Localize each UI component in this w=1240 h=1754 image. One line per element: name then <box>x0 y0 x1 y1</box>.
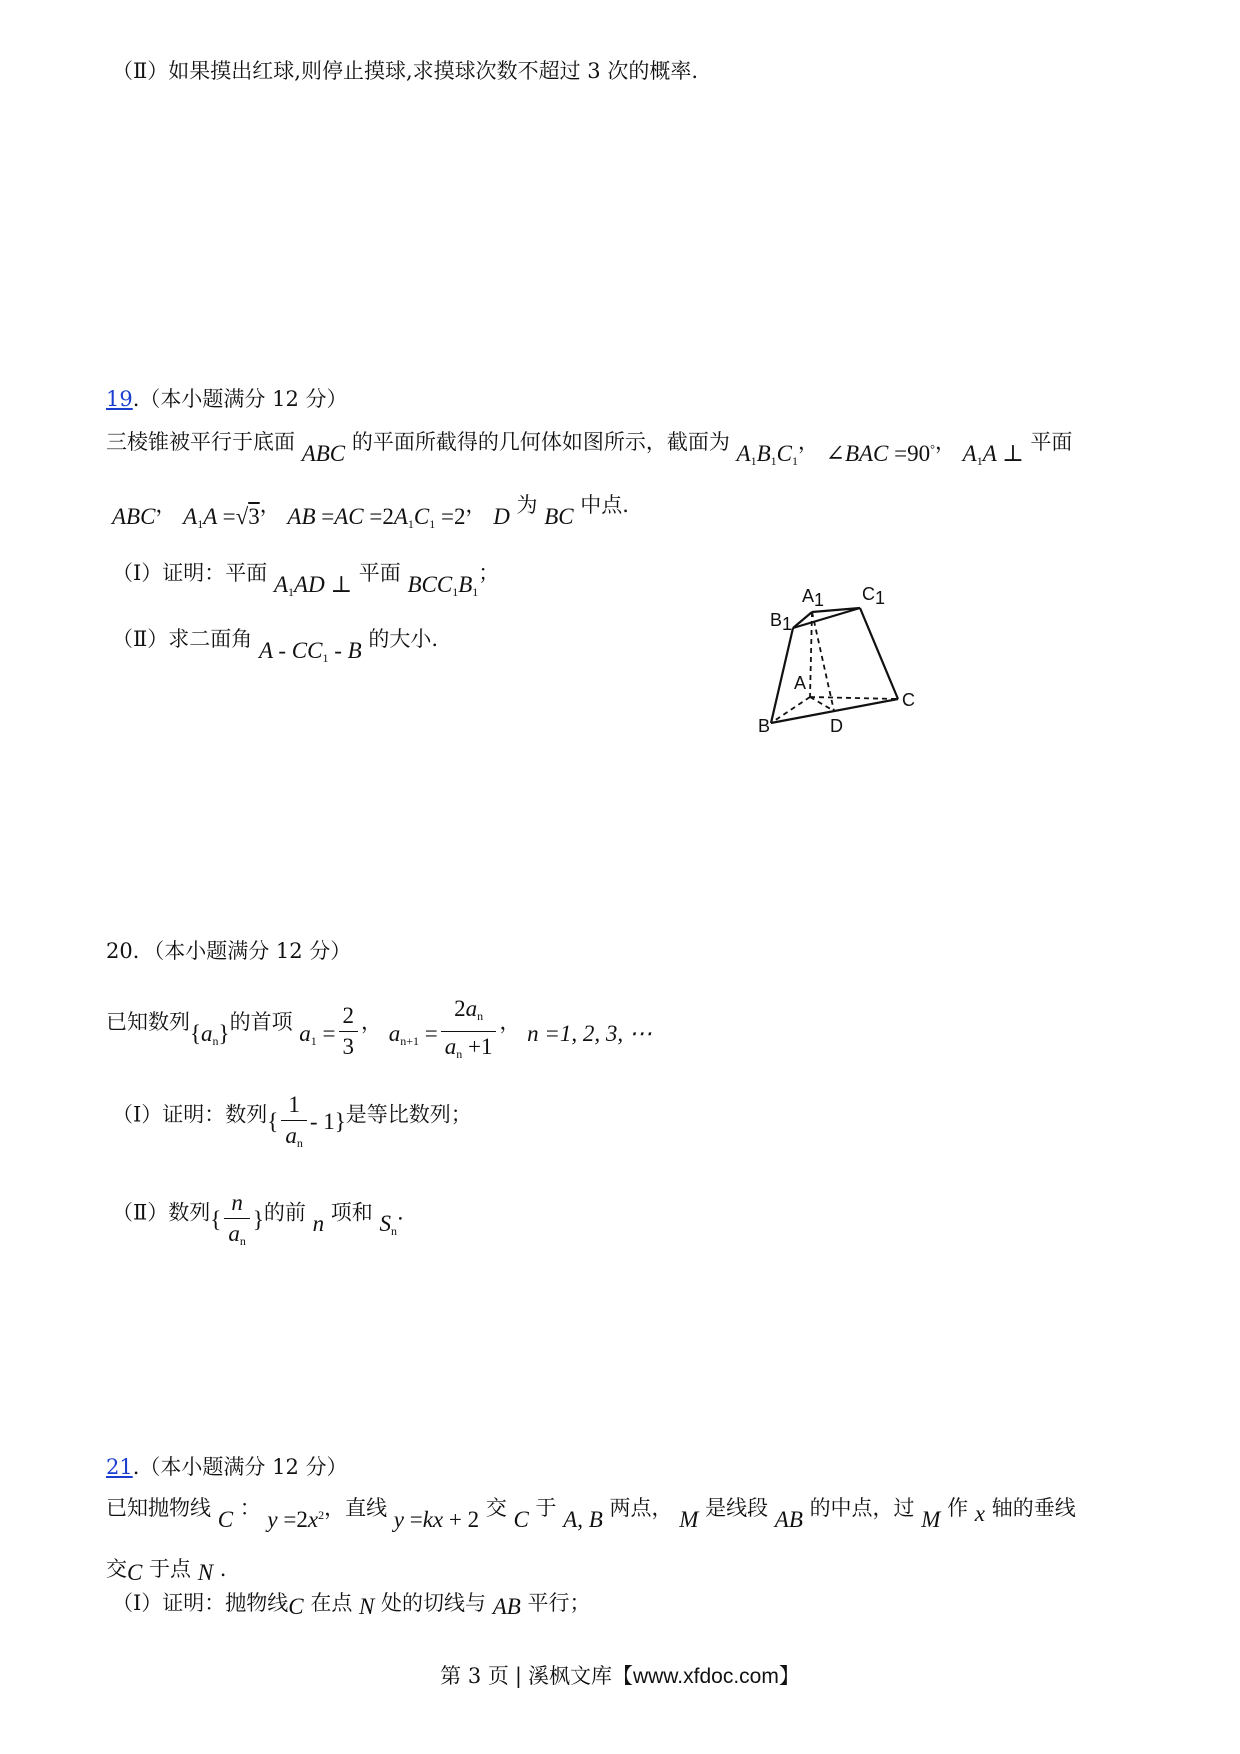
q20-part1 <box>112 1084 472 1148</box>
q21-text: 两点， <box>609 1496 673 1520</box>
q21-line2 <box>106 1556 227 1585</box>
q19-text: （Ⅰ）证明：平面 <box>112 561 268 585</box>
q21-text: 轴的垂线 <box>991 1496 1076 1520</box>
q21-text: 在点 <box>310 1591 353 1615</box>
math-C: C <box>217 1507 234 1532</box>
math-N: N <box>197 1560 214 1585</box>
math-A1A-perp: $A_1A$ ⊥ <box>962 441 1024 468</box>
edge-B1B <box>771 628 793 723</box>
q20-text: （Ⅱ）数列 <box>112 1200 211 1225</box>
q20-comma: ， <box>361 1010 383 1034</box>
q19-comma: ， <box>155 493 177 517</box>
q21-text: 作 <box>947 1496 969 1520</box>
footer-library-name: 溪枫文库 <box>527 1664 612 1688</box>
q21-header-text: .（本小题满分 12 分） <box>132 1455 348 1479</box>
math-ABC: ABC <box>301 441 346 466</box>
frustum-figure <box>730 580 920 740</box>
q20-text: 是等比数列； <box>345 1102 472 1127</box>
q19-line2 <box>112 492 629 531</box>
math-n-over-an: { $\frac{n}{a_n}$ } <box>210 1190 264 1248</box>
q19-line1 <box>106 424 1073 468</box>
math-A1AD: $A_1AD$ ⊥ <box>273 572 353 599</box>
label-D: D <box>830 716 843 736</box>
math-AB: AB <box>492 1594 521 1619</box>
math-A-B: A, B <box>563 1507 603 1532</box>
q19-text: 平面 <box>358 561 401 585</box>
q21-header <box>106 1454 347 1480</box>
q20-header: 20．（本小题满分 12 分） <box>106 939 352 963</box>
q18-part2: （Ⅱ）如果摸出红球,则停止摸球,求摸球次数不超过 3 次的概率. <box>112 59 699 83</box>
q19-comma: ， <box>259 493 281 517</box>
edge-C1C <box>860 608 898 699</box>
edge-AD-hidden <box>810 697 834 711</box>
math-recip-seq: { $\frac{1}{a_n}$ - 1} <box>267 1092 346 1150</box>
q21-text: ，直线 <box>324 1496 388 1520</box>
footer-separator: | <box>514 1664 522 1688</box>
q19-text: （Ⅱ）求二面角 <box>112 627 253 651</box>
math-parabola: $y =2x^2$ <box>267 1507 325 1532</box>
q19-text: 的平面所截得的几何体如图所示，截面为 <box>351 430 730 454</box>
q19-text: 三棱锥被平行于底面 <box>106 430 295 454</box>
q19-comma: ， <box>797 430 819 454</box>
label-C: C <box>902 690 915 710</box>
q21-text: 于点 <box>149 1557 192 1581</box>
label-A1: A1 <box>802 586 825 610</box>
math-seq-an: $\{a_n\}$ <box>190 1021 230 1048</box>
q20-period: . <box>396 1200 404 1225</box>
math-A-CC1-B: A - $CC_1$ - B <box>258 638 362 665</box>
math-angle-BAC: ∠BAC =90° <box>825 441 935 466</box>
math-an1: $a_{n+1}$ = <box>388 1021 438 1048</box>
q19-comma: ， <box>934 430 956 454</box>
math-x: x <box>974 1501 986 1526</box>
q20-line1 <box>106 988 652 1059</box>
q21-period: . <box>219 1557 227 1581</box>
math-frac-recurrence: $\frac{2a_n}{a_n +1}$ <box>441 996 497 1067</box>
math-D: D <box>493 504 510 529</box>
q20-text: 已知数列 <box>106 1010 190 1034</box>
q19-number-link[interactable]: 19 <box>106 387 133 411</box>
q19-header <box>106 386 347 412</box>
math-n-values: n =1, 2, 3, ⋯ <box>527 1021 652 1046</box>
math-M: M <box>679 1507 699 1532</box>
page-footer <box>0 1660 1240 1690</box>
math-AB-AC: AB $=AC =2A_1C_1 =2$ <box>287 504 466 531</box>
q19-header-text: .（本小题满分 12 分） <box>132 387 348 411</box>
q21-line1 <box>106 1490 1076 1532</box>
math-ABC: ABC <box>112 504 156 529</box>
q20-text: 的首项 <box>229 1010 293 1034</box>
math-BCC1B1: $BCC_1B_1$ <box>407 572 479 599</box>
q21-text: （Ⅰ）证明：抛物线 <box>112 1591 289 1615</box>
footer-page-number: 第 3 页 <box>440 1664 509 1688</box>
q19-part2 <box>112 626 439 665</box>
math-Sn: $S_n$ <box>379 1211 397 1239</box>
math-BC: BC <box>544 504 574 529</box>
q19-text: 为 <box>516 493 538 517</box>
math-C: C <box>127 1560 143 1585</box>
q19-text: 的大小. <box>368 627 439 651</box>
math-C: C <box>513 1507 529 1532</box>
q20-part2 <box>112 1182 404 1246</box>
math-C: C <box>288 1594 304 1619</box>
edge-A1D-hidden <box>812 612 834 711</box>
q19-text: 中点. <box>580 493 629 517</box>
q19-comma: ， <box>465 493 487 517</box>
q21-number-link[interactable]: 21 <box>106 1455 133 1479</box>
math-line: y =kx + 2 <box>393 1507 480 1532</box>
edge-AC-hidden <box>810 697 898 699</box>
q21-text: 是线段 <box>705 1496 769 1520</box>
label-B1: B1 <box>770 610 793 634</box>
q21-text: 已知抛物线 <box>106 1496 211 1520</box>
q21-text: 平行； <box>527 1591 591 1615</box>
edge-A1A-hidden <box>810 612 812 697</box>
math-frac-2-3: $\frac{2}{3}$ <box>339 1003 359 1060</box>
q21-colon: ： <box>239 1496 261 1520</box>
math-AB: AB <box>774 1507 803 1532</box>
q19-part1 <box>112 560 500 599</box>
label-C1: C1 <box>862 584 886 608</box>
q21-part1 <box>112 1590 591 1619</box>
math-a1: $a_1$ = <box>299 1021 336 1048</box>
q20-text: （Ⅰ）证明：数列 <box>112 1102 268 1127</box>
q21-text: 交 <box>106 1557 127 1581</box>
q19-text: 平面 <box>1030 430 1073 454</box>
q19-semicolon: ； <box>478 561 500 585</box>
math-M: M <box>921 1507 941 1532</box>
q21-text: 于 <box>535 1496 557 1520</box>
math-n: n <box>312 1211 325 1237</box>
q21-text: 处的切线与 <box>381 1591 487 1615</box>
q20-text: 的前 <box>263 1200 306 1225</box>
label-B: B <box>758 716 771 736</box>
math-A1B1C1: $A_1B_1C_1$ <box>736 441 798 468</box>
footer-url[interactable]: 【www.xfdoc.com】 <box>611 1665 800 1688</box>
math-A1A-sqrt3: $A_1A =√3$ <box>183 504 260 531</box>
q21-text: 交 <box>485 1496 507 1520</box>
math-N: N <box>359 1594 375 1619</box>
q21-text: 的中点，过 <box>809 1496 915 1520</box>
q20-comma: ， <box>499 1010 521 1034</box>
q20-text: 项和 <box>330 1200 373 1225</box>
label-A: A <box>794 673 807 693</box>
